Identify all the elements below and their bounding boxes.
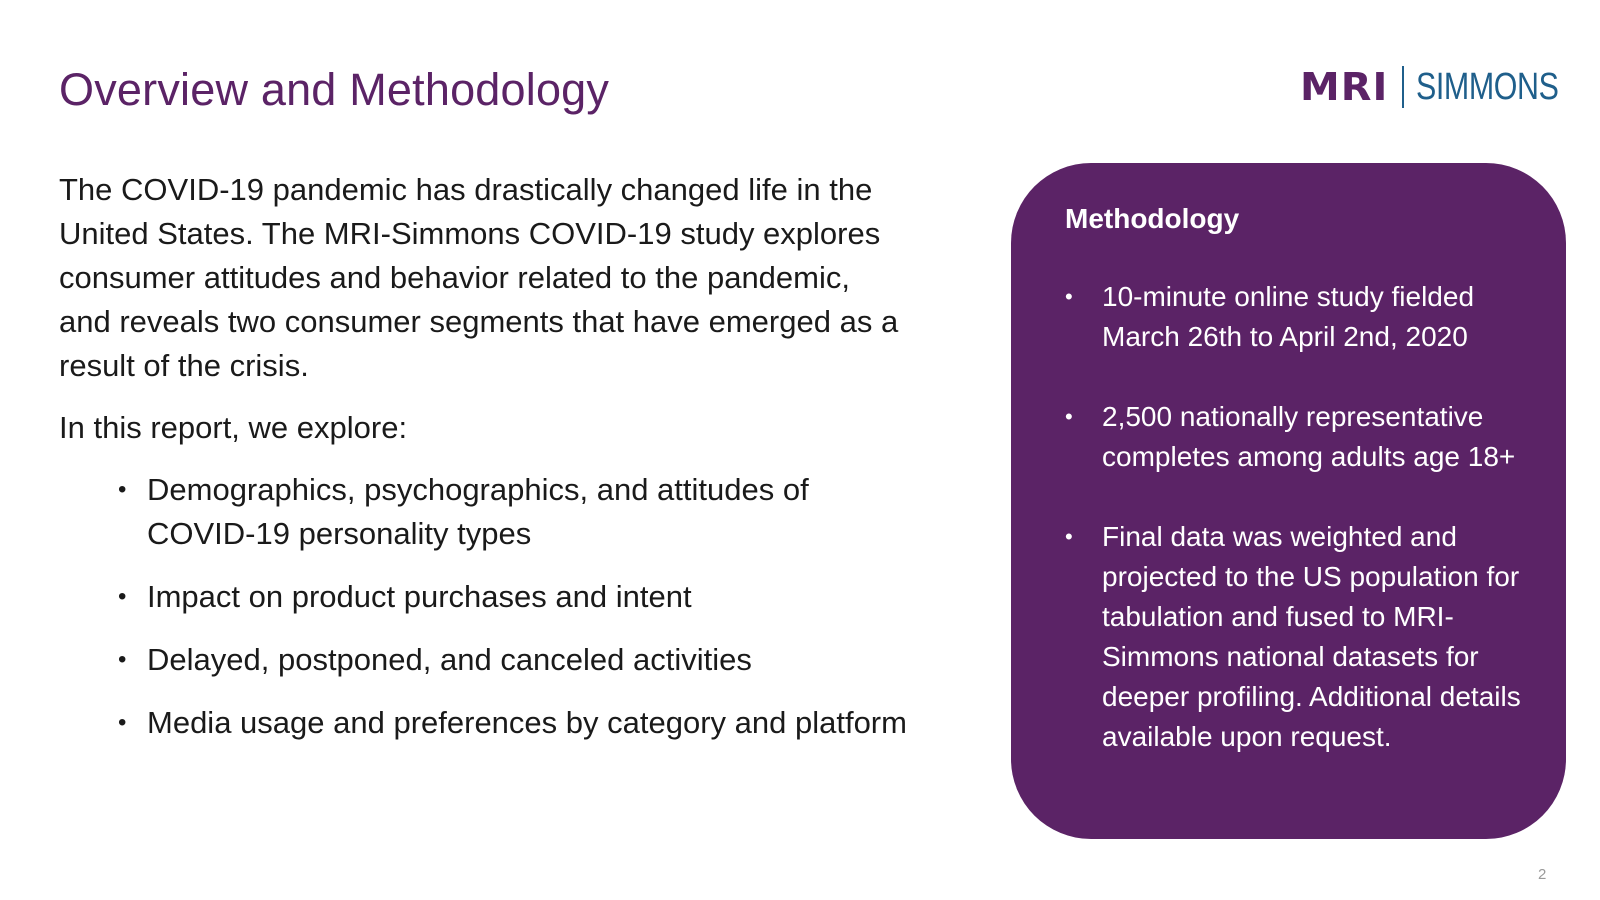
logo-simmons-text: SIMMONS: [1416, 66, 1559, 108]
explore-lead: In this report, we explore:: [59, 410, 408, 445]
bullet-icon: •: [1065, 524, 1073, 549]
methodology-list: [1065, 277, 1546, 757]
list-item: [118, 638, 909, 682]
mri-simmons-logo: [1300, 64, 1594, 110]
list-item-text: Demographics, psychographics, and attitudes of COVID-19 personality types: [147, 472, 809, 551]
bullet-icon: •: [118, 709, 127, 736]
explore-list: [59, 468, 909, 745]
page-title: Overview and Methodology: [59, 64, 610, 115]
methodology-item: [1065, 517, 1546, 757]
methodology-item: [1065, 277, 1546, 357]
main-content: [59, 168, 909, 764]
list-item: [118, 701, 909, 745]
bullet-icon: •: [1065, 404, 1073, 429]
bullet-icon: •: [118, 476, 127, 503]
list-item-text: Delayed, postponed, and canceled activities: [147, 642, 752, 677]
list-item-text: Media usage and preferences by category and platform: [147, 705, 907, 740]
methodology-item: [1065, 397, 1546, 477]
methodology-item-text: 10-minute online study fielded March 26th to April 2nd, 2020: [1102, 281, 1475, 352]
list-item: [118, 575, 909, 619]
methodology-panel: [1011, 163, 1566, 839]
list-item-text: Impact on product purchases and intent: [147, 579, 692, 614]
bullet-icon: •: [1065, 284, 1073, 309]
methodology-item-text: Final data was weighted and projected to the US population for tabulation and fused to MRI-Simmons national datasets for deeper profiling. Additional details available upon request.: [1102, 521, 1521, 752]
bullet-icon: •: [118, 646, 127, 673]
list-item: [118, 468, 909, 556]
methodology-item-text: 2,500 nationally representative completes among adults age 18+: [1102, 401, 1516, 472]
logo-mri-text: MRI: [1300, 65, 1389, 109]
intro-paragraph: The COVID-19 pandemic has drastically changed life in the United States. The MRI-Simmons COVID-19 study explores consumer attitudes and behavior related to the pandemic, and reveals two consumer segments that have emerged as a result of the crisis.: [59, 172, 899, 383]
methodology-heading: Methodology: [1065, 203, 1240, 234]
page-number: 2: [1538, 866, 1547, 883]
bullet-icon: •: [118, 583, 127, 610]
logo-divider: [1402, 66, 1404, 108]
